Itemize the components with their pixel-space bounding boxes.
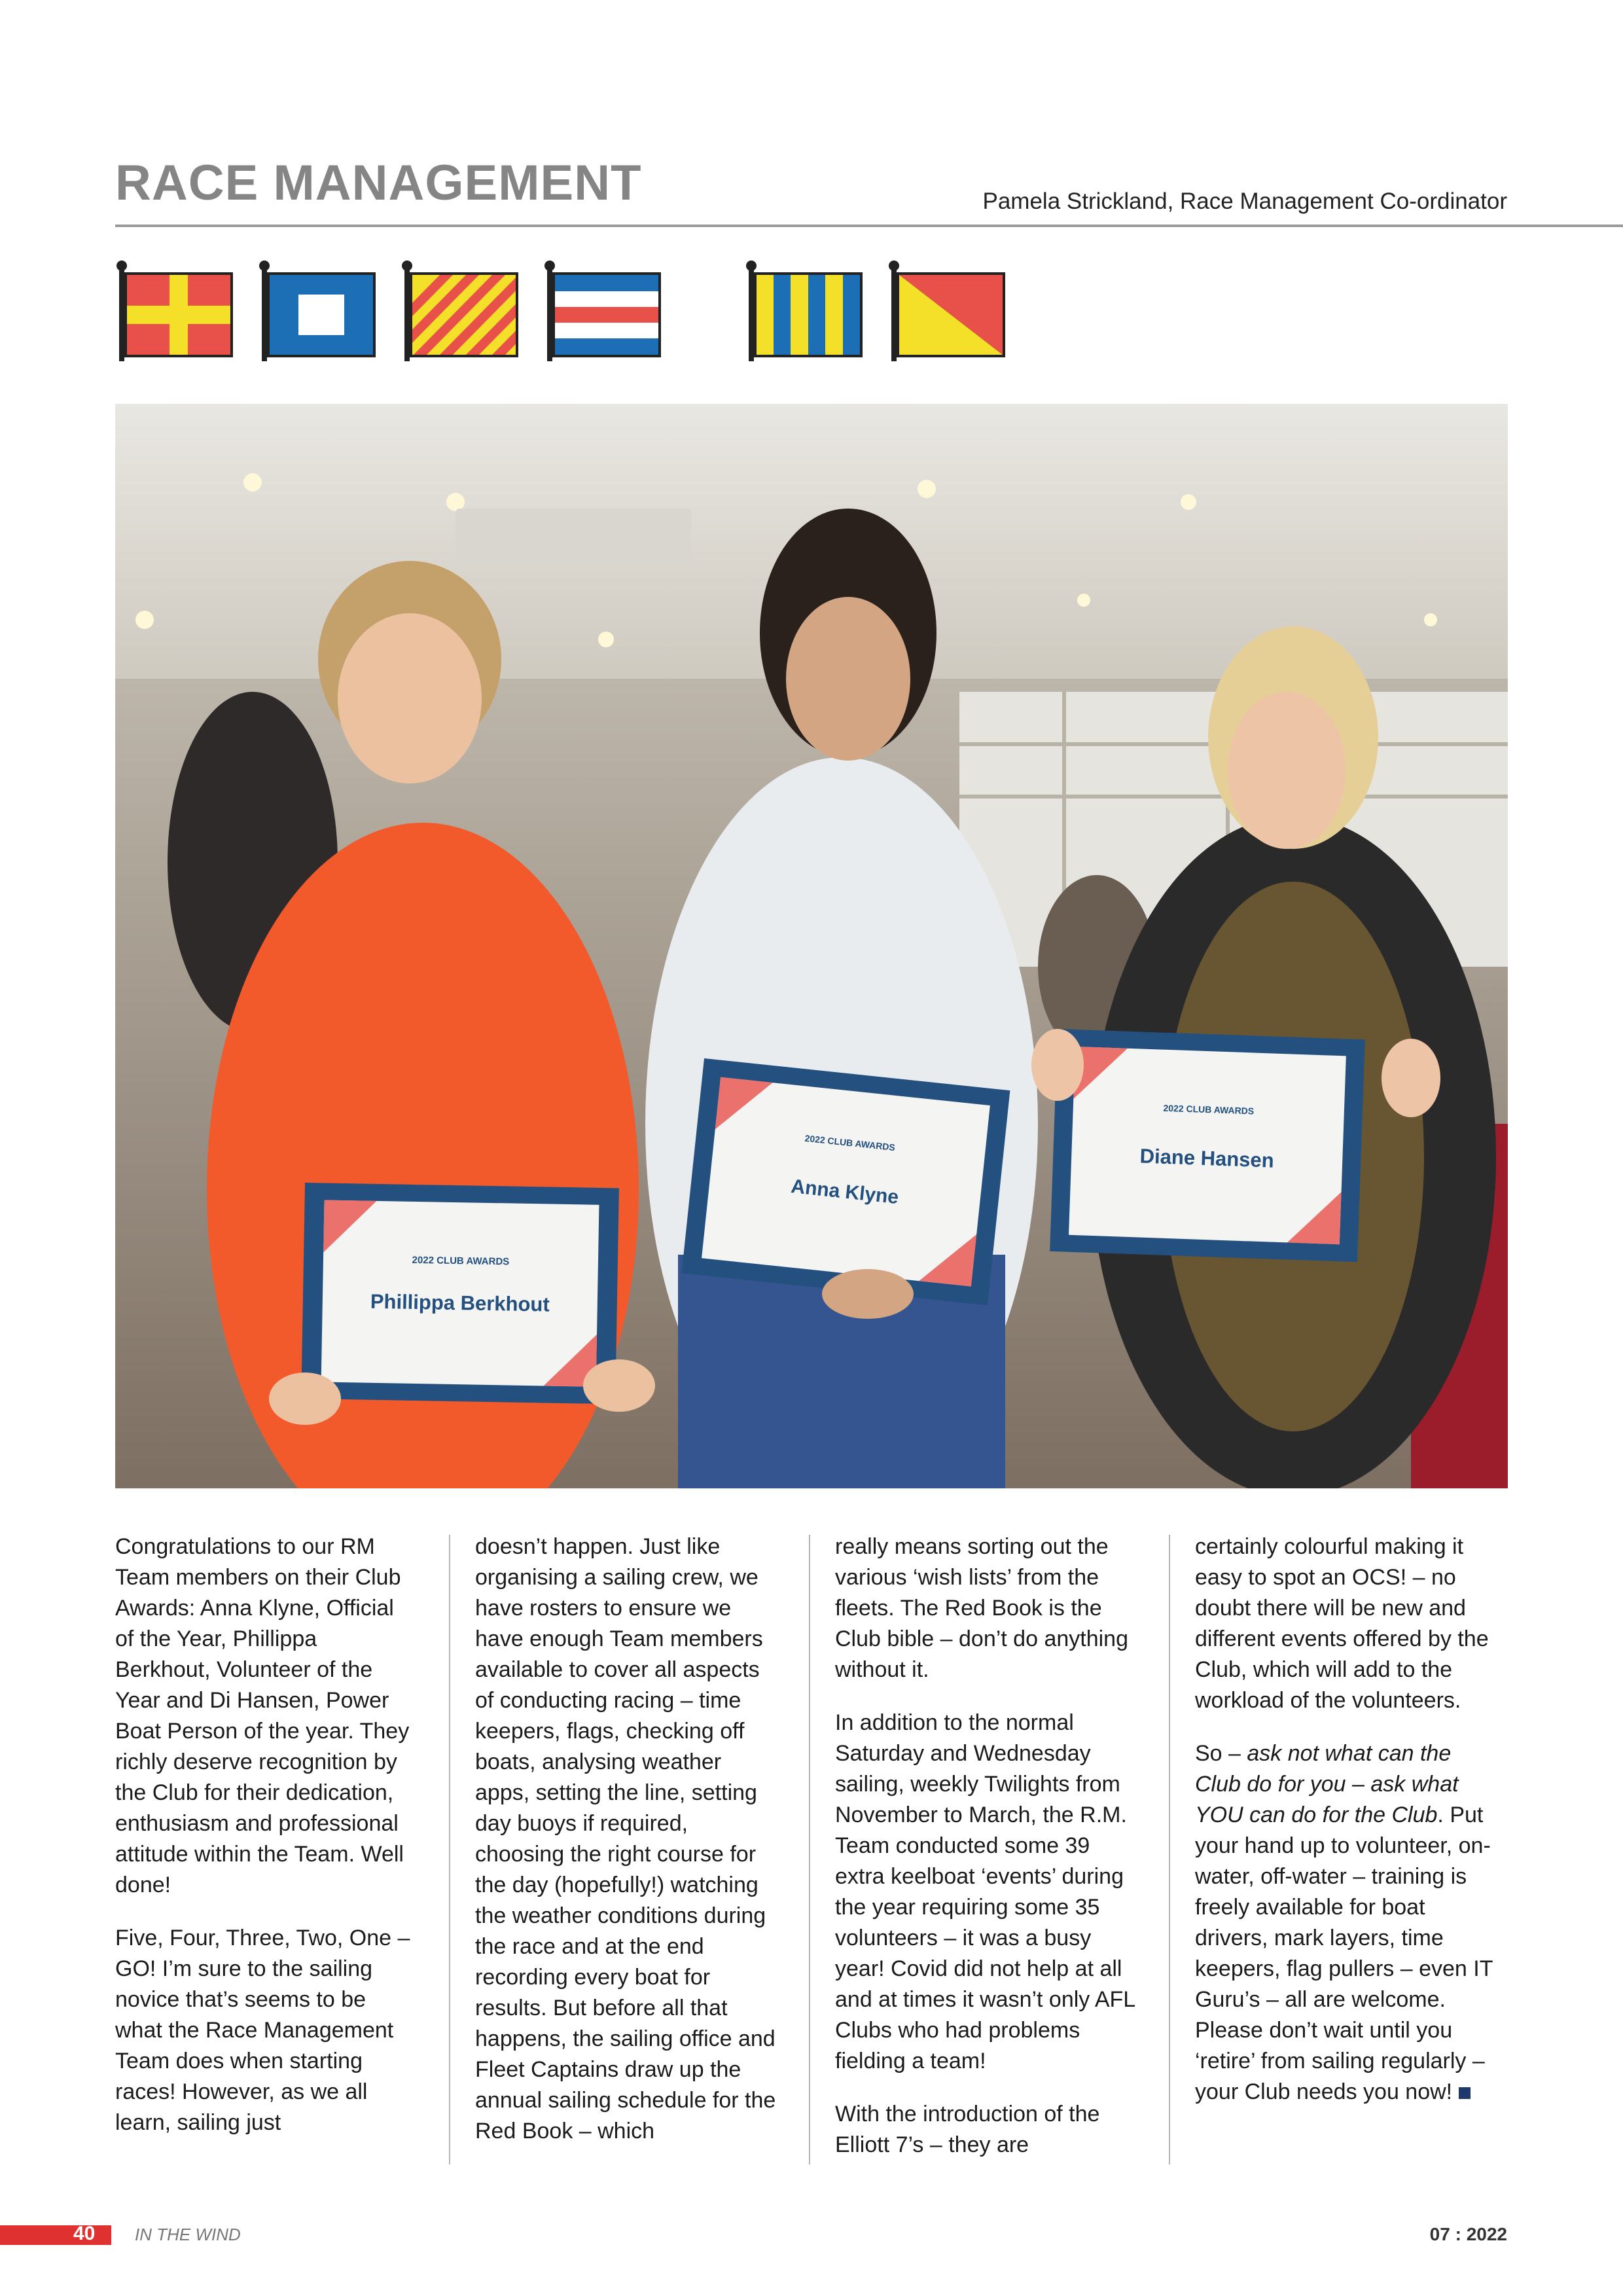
cert-middle-heading: 2022 CLUB AWARDS — [804, 1132, 896, 1153]
end-mark-icon — [1459, 2087, 1471, 2099]
column-divider — [449, 1535, 450, 2164]
article-paragraph: Five, Four, Three, Two, One – GO! I’m sure to the sailing novice that’s seems to be what the Race Management Team does when starting races! However, as we all learn, sailing just — [115, 1926, 410, 2135]
cert-right-name: Diane Hansen — [1139, 1144, 1275, 1172]
article-paragraph: Congratulations to our RM Team members on their Club Awards: Anna Klyne, Official of the Year, Phillippa Berkhout, Volunteer of the Year and Di Hansen, Power Boat Person of the year. They richly deserve recognition by the Club for their dedication, enthusiasm and professional attitude within the Team. Well done! — [115, 1534, 410, 1897]
article-column-3 — [835, 1532, 1136, 2183]
article-column-4 — [1195, 1532, 1496, 2130]
article-column-1 — [115, 1532, 416, 2161]
article-paragraph: really means sorting out the various ‘wish lists’ from the fleets. The Red Book is the Club bible – don’t do anything without it. — [835, 1534, 1128, 1682]
article-paragraph — [1195, 1738, 1496, 2108]
article-quote: ask not what can the Club do for you – ask what YOU can do for the Club — [1195, 1741, 1459, 1827]
flag-r-icon — [115, 260, 237, 364]
article-paragraph: In addition to the normal Saturday and Wednesday sailing, weekly Twilights from November to March, the R.M. Team conducted some 39 extra keelboat ‘events’ during the year requiring some 35 volunteers – it was a busy year! Covid did not help at all and at times it wasn’t only AFL Clubs who had problems fielding a team! — [835, 1710, 1135, 2073]
header-rule — [115, 224, 1623, 227]
cert-right-heading: 2022 CLUB AWARDS — [1163, 1102, 1255, 1117]
cert-left-heading: 2022 CLUB AWARDS — [412, 1254, 510, 1268]
flag-c-icon — [543, 260, 665, 364]
article-paragraph: certainly colourful making it easy to spot an OCS! – no doubt there will be new and different events offered by the Club, which will add to the workload of the volunteers. — [1195, 1534, 1489, 1713]
article-column-2 — [475, 1532, 776, 2169]
issue-number: 07 : 2022 — [1429, 2224, 1507, 2244]
column-divider — [809, 1535, 810, 2164]
flag-o-icon — [887, 260, 1009, 364]
article-paragraph: With the introduction of the Elliott 7’s – they are — [835, 2102, 1100, 2157]
flag-p-icon — [258, 260, 380, 364]
magazine-name: IN THE WIND — [135, 2225, 241, 2244]
article-text: So – — [1195, 1741, 1247, 1766]
flag-y-icon — [401, 260, 522, 364]
column-divider — [1169, 1535, 1170, 2164]
signal-flags — [115, 260, 1031, 372]
page-title: RACE MANAGEMENT — [115, 155, 642, 211]
cert-left-name: Phillippa Berkhout — [370, 1289, 550, 1316]
article-paragraph: doesn’t happen. Just like organising a sailing crew, we have rosters to ensure we have enough Team members available to cover all aspects of conducting racing – time keepers, flags, checking off boats, analysing weather apps, setting the line, setting day buoys if required, choosing the right course for the day (hopefully!) watching the weather conditions during the race and at the end recording every boat for results. But before all that happens, the sailing office and Fleet Captains draw up the annual sailing schedule for the Red Book – which — [475, 1534, 776, 2144]
flag-g-icon — [745, 260, 866, 364]
article-text: . Put your hand up to volunteer, on-water, off-water – training is freely available for boat drivers, mark layers, time keepers, flag pullers – even IT Guru’s – all are welcome. Please don’t wait until you ‘retire’ from sailing regularly – your Club needs you now! — [1195, 1803, 1493, 2104]
page-number: 40 — [73, 2223, 96, 2244]
cert-middle-name: Anna Klyne — [790, 1175, 900, 1209]
author-byline: Pamela Strickland, Race Management Co-ordinator — [982, 188, 1507, 214]
award-photo — [115, 404, 1508, 1488]
